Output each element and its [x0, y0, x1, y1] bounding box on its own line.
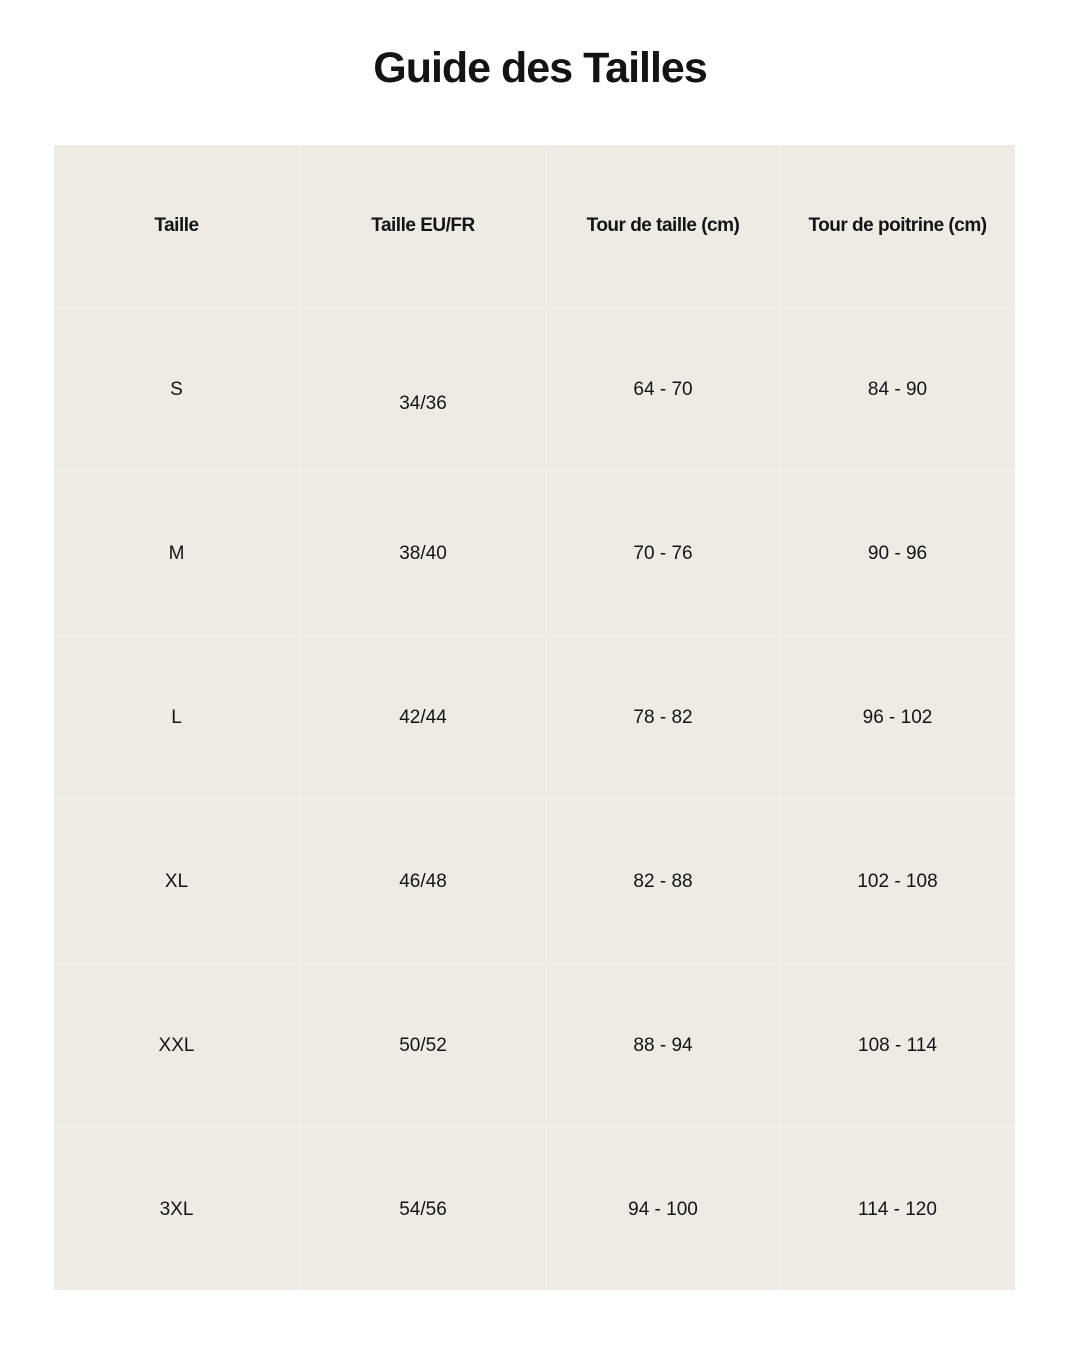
table-cell-size: XL [54, 800, 300, 964]
table-cell-chest: 90 - 96 [780, 472, 1015, 636]
table-cell-eu-fr: 46/48 [300, 800, 547, 964]
table-cell-waist: 82 - 88 [547, 800, 780, 964]
table-cell-chest: 114 - 120 [858, 1199, 937, 1220]
table-cell-size: S [54, 308, 300, 472]
table-cell-eu-fr: 50/52 [300, 964, 547, 1128]
table-cell-size: 3XL [54, 1128, 300, 1292]
table-cell-eu-fr: 54/56 [300, 1128, 547, 1292]
table-cell-waist: 70 - 76 [547, 472, 780, 636]
table-cell-size: L [54, 636, 300, 800]
table-cell-eu-fr-value: 34/36 [399, 392, 447, 414]
table-cell-chest: 108 - 114 [780, 964, 1015, 1128]
table-cell-eu-fr: 42/44 [300, 636, 547, 800]
size-guide-table [54, 145, 1015, 1290]
header-chest: Tour de poitrine (cm) [780, 145, 1015, 308]
table-cell-waist: 78 - 82 [547, 636, 780, 800]
table-cell-eu-fr [300, 308, 547, 472]
table-cell-size: M [54, 472, 300, 636]
page-title: Guide des Tailles [373, 44, 707, 92]
table-cell-chest: 102 - 108 [780, 800, 1015, 964]
table-cell-waist: 64 - 70 [547, 308, 780, 472]
header-size: Taille [54, 145, 300, 308]
header-waist: Tour de taille (cm) [547, 145, 780, 308]
table-cell-chest: 84 - 90 [780, 308, 1015, 472]
table-cell-eu-fr: 38/40 [300, 472, 547, 636]
header-eu-fr-size: Taille EU/FR [300, 145, 547, 308]
table-cell-chest: 96 - 102 [780, 636, 1015, 800]
table-cell-waist: 88 - 94 [547, 964, 780, 1128]
table-cell-size: XXL [54, 964, 300, 1128]
table-cell-waist: 94 - 100 [547, 1128, 780, 1292]
